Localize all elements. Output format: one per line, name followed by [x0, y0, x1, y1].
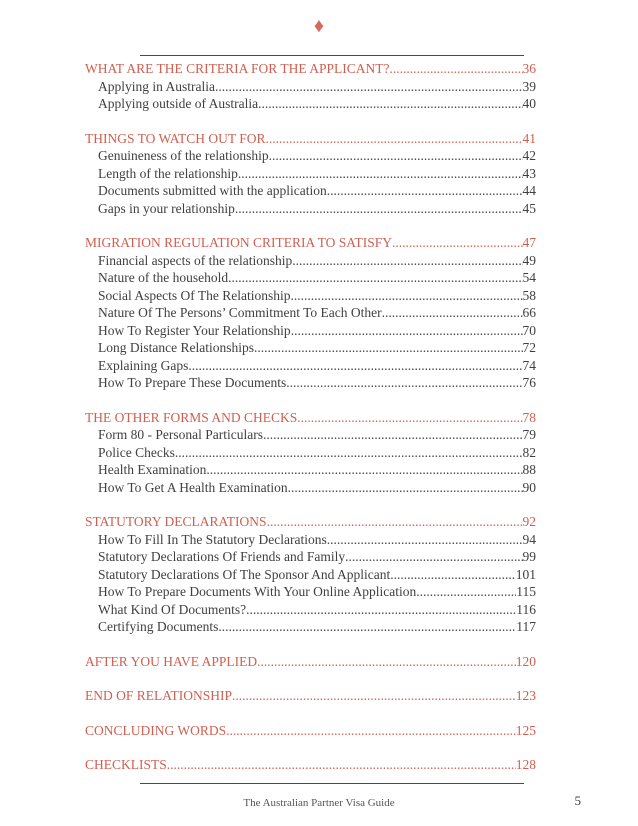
toc-entry[interactable]: [85, 444, 536, 462]
toc-chapter-page: 78: [522, 409, 536, 425]
toc-entry-title: Explaining Gaps: [98, 357, 189, 373]
toc-chapter-page: 47: [522, 235, 536, 250]
dot-leader: [215, 78, 523, 96]
toc-entry-page: 79: [522, 427, 536, 442]
page-number: 5: [574, 793, 581, 808]
toc-chapter[interactable]: [85, 409, 536, 427]
toc-entry-page: 90: [522, 479, 536, 495]
toc-entry-page: 94: [522, 531, 536, 547]
dot-leader: [266, 130, 523, 148]
toc-entry-title: How To Register Your Relationship: [98, 322, 291, 338]
toc-entry-title: Statutory Declarations Of The Sponsor And Applicant: [98, 566, 391, 582]
toc-section: [85, 653, 536, 671]
toc-entry-page: 74: [522, 357, 536, 373]
toc-entry-title: Applying outside of Australia: [98, 96, 259, 111]
toc-chapter[interactable]: [85, 722, 536, 740]
toc-entry-title: Genuineness of the relationship: [98, 148, 269, 163]
toc-section: [85, 687, 536, 705]
dot-leader: [235, 200, 523, 218]
toc-entry[interactable]: [85, 165, 536, 183]
toc-chapter-title: CONCLUDING WORDS: [85, 722, 227, 738]
toc-entry[interactable]: [85, 618, 536, 636]
dot-leader: [206, 461, 522, 479]
dot-leader: [226, 722, 516, 740]
toc-chapter-page: 120: [515, 653, 536, 669]
toc-chapter-title: MIGRATION REGULATION CRITERIA TO SATISFY: [85, 235, 393, 250]
toc-chapter[interactable]: [85, 687, 536, 705]
toc-entry-page: 42: [522, 148, 536, 163]
toc-entry-page: 117: [516, 619, 536, 634]
toc-entry-page: 54: [522, 270, 536, 285]
dot-leader: [327, 531, 523, 549]
toc-entry-page: 82: [522, 444, 536, 460]
toc-entry-page: 45: [522, 200, 536, 216]
toc-chapter-title: AFTER YOU HAVE APPLIED: [85, 653, 258, 669]
toc-entry-title: Certifying Documents: [98, 619, 219, 634]
dot-leader: [290, 287, 522, 305]
toc-chapter-title: END OF RELATIONSHIP: [85, 688, 233, 703]
toc-entry-page: 43: [522, 165, 536, 181]
toc-chapter-title: CHECKLISTS: [85, 757, 167, 772]
toc-entry-page: 39: [522, 78, 536, 94]
toc-entry[interactable]: [85, 200, 536, 218]
toc-entry-page: 116: [516, 601, 536, 617]
dot-leader: [228, 269, 522, 287]
toc-entry-title: How To Fill In The Statutory Declarations: [98, 531, 327, 547]
toc-entry-title: How To Prepare Documents With Your Online Application: [98, 584, 417, 599]
footer-book-title: The Australian Partner Visa Guide: [243, 797, 395, 809]
toc-entry-title: Documents submitted with the application.: [98, 183, 331, 198]
dot-leader: [390, 60, 523, 78]
toc-entry-page: 49: [522, 252, 536, 268]
toc-section: [85, 60, 536, 113]
toc-entry[interactable]: [85, 583, 536, 601]
toc-entry[interactable]: [85, 287, 536, 305]
dot-leader: [291, 322, 523, 340]
toc-chapter[interactable]: [85, 756, 536, 774]
dot-leader: [382, 304, 523, 322]
dot-leader: [188, 357, 522, 375]
toc-entry-title: Health Examination: [98, 462, 207, 477]
dot-leader: [345, 548, 522, 566]
toc-entry-title: Financial aspects of the relationship: [98, 252, 293, 268]
toc-chapter[interactable]: [85, 234, 536, 252]
dot-leader: [288, 479, 523, 497]
toc-entry[interactable]: [85, 531, 536, 549]
dot-leader: [263, 426, 523, 444]
toc-chapter-title: STATUTORY DECLARATIONS: [85, 514, 267, 529]
dot-leader: [267, 513, 523, 531]
toc-entry[interactable]: [85, 357, 536, 375]
toc-chapter-page: 123: [515, 688, 536, 703]
dot-leader: [392, 234, 522, 252]
toc-entry-title: Nature Of The Persons’ Commitment To Each Other: [98, 305, 382, 320]
toc-entry-title: Applying in Australia: [98, 78, 215, 94]
toc-entry[interactable]: [85, 182, 536, 200]
toc-section: [85, 756, 536, 774]
toc-entry-page: 115: [516, 584, 536, 599]
toc-chapter-title: WHAT ARE THE CRITERIA FOR THE APPLICANT?: [85, 61, 390, 76]
toc-entry-title: Nature of the household: [98, 270, 229, 285]
dot-leader: [238, 165, 523, 183]
toc-entry-title: Statutory Declarations Of Friends and Family: [98, 549, 346, 564]
toc-entry-title: How To Get A Health Examination: [98, 479, 288, 495]
toc-chapter-title: THE OTHER FORMS AND CHECKS: [85, 409, 298, 425]
toc-entry-title: Form 80 - Personal Particulars: [98, 427, 263, 442]
toc-entry[interactable]: [85, 147, 536, 165]
toc-entry-page: 99: [522, 549, 536, 564]
toc-entry[interactable]: [85, 566, 536, 584]
toc-chapter[interactable]: [85, 653, 536, 671]
dot-leader: [167, 756, 516, 774]
dot-leader: [254, 339, 523, 357]
toc-entry[interactable]: [85, 252, 536, 270]
toc-section: [85, 513, 536, 636]
toc-entry-title: Length of the relationship: [98, 165, 238, 181]
footer-rule: [140, 783, 524, 784]
toc-entry-page: 66: [522, 305, 536, 320]
toc-entry-title: Social Aspects Of The Relationship: [98, 287, 291, 303]
toc-entry[interactable]: [85, 548, 536, 566]
toc-entry[interactable]: [85, 479, 536, 497]
toc-chapter-page: 36: [522, 61, 536, 76]
toc-section: [85, 409, 536, 497]
toc-section: [85, 130, 536, 218]
toc-chapter-page: 125: [515, 722, 536, 738]
toc-entry-page: 40: [522, 96, 536, 111]
toc-entry[interactable]: [85, 601, 536, 619]
toc-entry[interactable]: [85, 426, 536, 444]
dot-leader: [175, 444, 523, 462]
toc-entry[interactable]: [85, 304, 536, 322]
toc-section: [85, 234, 536, 392]
toc-section: [85, 722, 536, 740]
toc-entry[interactable]: [85, 95, 536, 113]
dot-leader: [269, 147, 523, 165]
toc-chapter-page: 128: [515, 757, 536, 772]
toc-entry-page: 44: [522, 183, 536, 198]
toc-entry-title: Police Checks: [98, 444, 175, 460]
toc-entry-page: 58: [522, 287, 536, 303]
dot-leader: [292, 252, 522, 270]
toc-entry-title: Gaps in your relationship: [98, 200, 235, 216]
toc-entry-page: 76: [522, 375, 536, 390]
dot-leader: [286, 374, 522, 392]
dot-leader: [416, 583, 516, 601]
dot-leader: [257, 653, 516, 671]
toc-chapter-page: 41: [522, 130, 536, 146]
toc-chapter[interactable]: [85, 513, 536, 531]
dot-leader: [330, 182, 522, 200]
toc-chapter-title: THINGS TO WATCH OUT FOR: [85, 130, 266, 146]
dot-leader: [218, 618, 516, 636]
dot-leader: [297, 409, 522, 427]
toc-entry-page: 70: [522, 322, 536, 338]
toc-entry[interactable]: [85, 78, 536, 96]
diamond-ornament-icon: ♦: [313, 15, 325, 37]
dot-leader: [246, 601, 516, 619]
toc-entry[interactable]: [85, 374, 536, 392]
toc-chapter-page: 92: [522, 514, 536, 529]
toc-entry-title: Long Distance Relationships: [98, 340, 254, 355]
toc-entry-title: What Kind Of Documents?: [98, 601, 247, 617]
toc-entry-page: 101: [515, 566, 536, 582]
dot-leader: [232, 687, 516, 705]
toc-chapter[interactable]: [85, 130, 536, 148]
toc-entry[interactable]: [85, 461, 536, 479]
toc-chapter[interactable]: [85, 60, 536, 78]
toc-entry[interactable]: [85, 339, 536, 357]
toc-entry-page: 72: [522, 340, 536, 355]
table-of-contents: [85, 60, 536, 791]
toc-entry[interactable]: [85, 269, 536, 287]
dot-leader: [258, 95, 522, 113]
toc-entry-page: 88: [522, 462, 536, 477]
dot-leader: [390, 566, 516, 584]
toc-entry-title: How To Prepare These Documents: [98, 375, 287, 390]
header-rule: [140, 55, 524, 56]
toc-entry[interactable]: [85, 322, 536, 340]
